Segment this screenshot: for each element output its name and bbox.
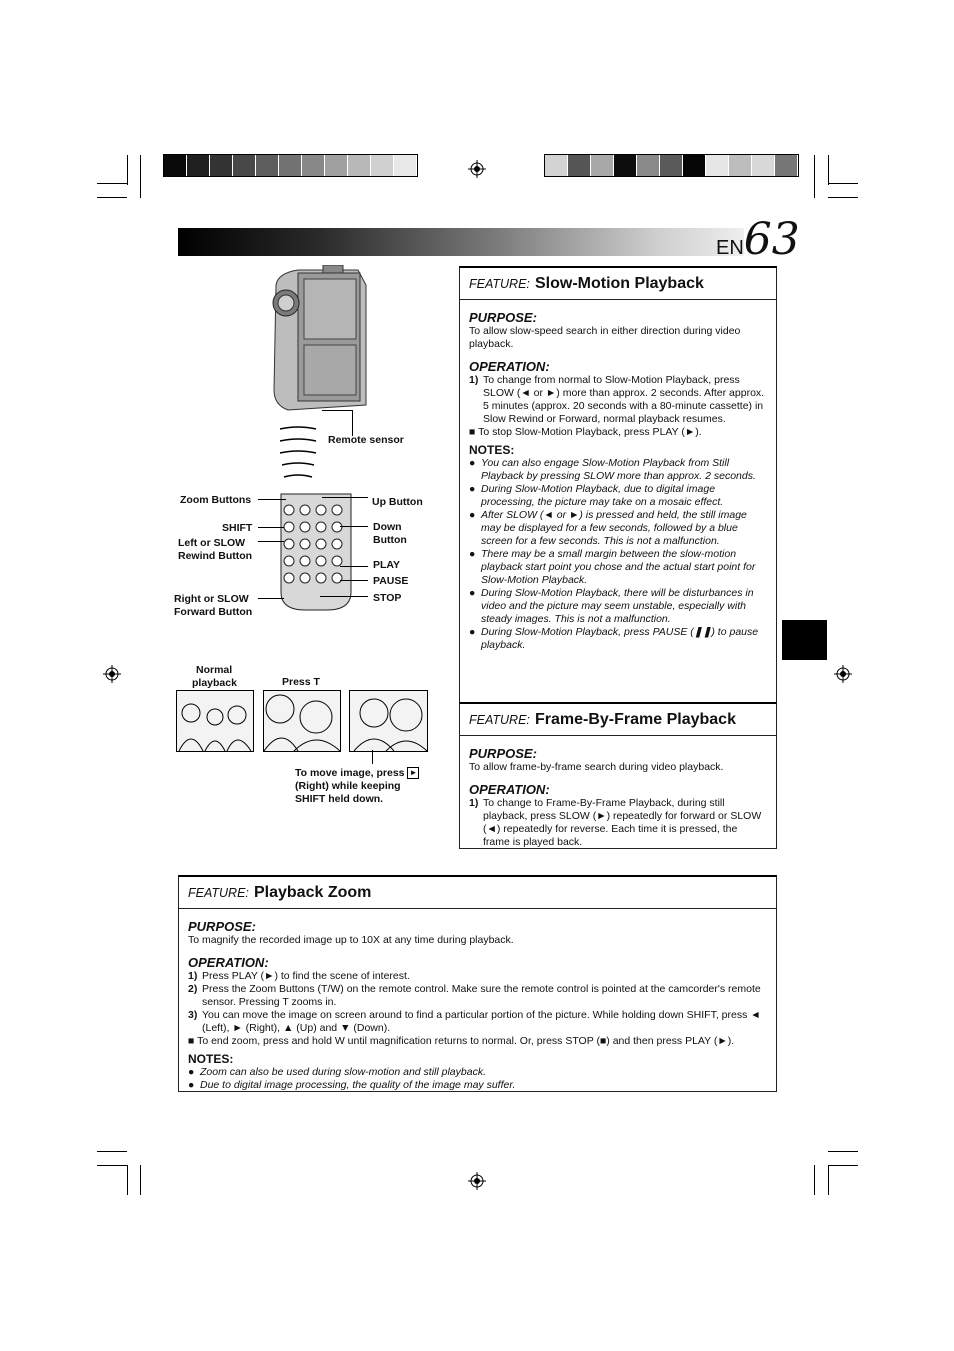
note-text: There may be a small margin between the slow-motion playback start point you chose and the actual start point for Slow-Motion Playback. xyxy=(481,548,756,586)
note-item xyxy=(469,626,767,652)
remote-control-illustration xyxy=(277,492,355,612)
step-number: 3) xyxy=(188,1009,198,1021)
step-text: You can move the image on screen around to find a particular portion of the picture. While holding down SHIFT, press ◄ (Left), ► (Right), ▲ (Up) and ▼ (Down). xyxy=(202,1009,761,1034)
label-move-2: (Right) while keeping xyxy=(295,780,401,792)
step-number: 2) xyxy=(188,983,198,995)
note-item xyxy=(188,1079,767,1092)
color-swatch xyxy=(371,155,394,176)
stop-note: ■ To stop Slow-Motion Playback, press PLAY (►). xyxy=(469,426,702,438)
label-normal-1: Normal xyxy=(196,664,233,676)
bullet-icon: ● xyxy=(469,483,476,495)
color-bar-right xyxy=(544,154,799,177)
color-swatch xyxy=(256,155,279,176)
note-item xyxy=(469,587,767,626)
color-swatch xyxy=(729,155,752,176)
section-tab xyxy=(782,620,827,660)
step-text: To change to Frame-By-Frame Playback, during still playback, press SLOW (►) repeatedly for forward or SLOW (◄) repeatedly for reverse. Each time it is pressed, the frame is played back. xyxy=(483,797,762,848)
step-text: Press PLAY (►) to find the scene of interest. xyxy=(202,970,410,982)
operation-label: OPERATION: xyxy=(188,955,269,970)
label-move-1: To move image, press ► xyxy=(295,767,419,780)
notes-label: NOTES: xyxy=(188,1052,234,1066)
label-zoom-buttons: Zoom Buttons xyxy=(180,494,252,506)
page-lang: EN xyxy=(716,237,744,259)
label-down-1: Down xyxy=(373,521,402,533)
color-swatch xyxy=(325,155,348,176)
feature-label: FEATURE: xyxy=(469,277,530,291)
purpose-label: PURPOSE: xyxy=(188,919,256,934)
label-right-slow-2: Forward Button xyxy=(174,606,253,618)
registration-mark-icon xyxy=(468,160,486,178)
step-text: Press the Zoom Buttons (T/W) on the remote control. Make sure the remote control is pointed at the camcorder's remote sensor. Pressing T zooms in. xyxy=(202,983,761,1008)
section-header xyxy=(460,704,776,736)
label-stop: STOP xyxy=(373,592,402,604)
label-play: PLAY xyxy=(373,559,401,571)
color-swatch xyxy=(302,155,325,176)
label-move-3: SHIFT held down. xyxy=(295,793,384,805)
header-gradient-bar xyxy=(178,228,744,256)
step-text: To change from normal to Slow-Motion Playback, press SLOW (◄ or ►) more than approx. 2 seconds. After approx. 5 minutes (approx. 20 seconds with a 80-minute cassette) in Slow Rewind or Forward, normal playback resumes. xyxy=(483,374,765,425)
section-header xyxy=(179,877,776,909)
registration-mark-icon xyxy=(834,665,852,683)
color-swatch xyxy=(568,155,591,176)
section-title: Slow-Motion Playback xyxy=(534,275,704,292)
purpose-text: To allow frame-by-frame search during video playback. xyxy=(469,761,724,773)
color-swatch xyxy=(752,155,775,176)
note-text: After SLOW (◄ or ►) is pressed and held, the still image may be displayed for a few seconds, followed by a blue screen for a few seconds. This is not a malfunction. xyxy=(481,509,747,547)
purpose-text: To allow slow-speed search in either direction during video playback. xyxy=(469,325,741,350)
notes-label: NOTES: xyxy=(469,443,515,457)
color-bar-left xyxy=(163,154,418,177)
color-swatch xyxy=(591,155,614,176)
bullet-icon: ● xyxy=(469,548,476,560)
feature-label: FEATURE: xyxy=(188,886,249,900)
purpose-label: PURPOSE: xyxy=(469,746,537,761)
bullet-icon: ● xyxy=(188,1066,195,1078)
note-text: You can also engage Slow-Motion Playback from Still Playback by pressing SLOW more than approx. 2 seconds. xyxy=(481,457,756,482)
ir-waves-icon xyxy=(278,425,318,485)
note-text: Zoom can also be used during slow-motion and still playback. xyxy=(200,1066,486,1078)
note-text: During Slow-Motion Playback, there will be disturbances in video and the picture may seem unstable, especially with steady images. This is not a malfunction. xyxy=(481,587,754,625)
frame-by-frame-section xyxy=(459,702,777,849)
bullet-icon: ● xyxy=(469,587,476,599)
color-swatch xyxy=(545,155,568,176)
registration-mark-icon xyxy=(103,665,121,683)
color-swatch xyxy=(187,155,210,176)
end-note: ■ To end zoom, press and hold W until magnification returns to normal. Or, press STOP (■) and then press PLAY (►). xyxy=(188,1035,735,1047)
section-header xyxy=(460,268,776,300)
color-swatch xyxy=(706,155,729,176)
bullet-icon: ● xyxy=(469,626,476,638)
operation-step xyxy=(469,374,767,426)
color-swatch xyxy=(210,155,233,176)
note-text: During Slow-Motion Playback, due to digital image processing, the picture may take on a mosaic effect. xyxy=(481,483,724,508)
color-swatch xyxy=(637,155,660,176)
operation-step xyxy=(188,1009,767,1035)
bullet-icon: ● xyxy=(469,457,476,469)
bullet-icon: ● xyxy=(188,1079,195,1091)
step-number: 1) xyxy=(469,797,479,809)
bullet-icon: ● xyxy=(469,509,476,521)
operation-step xyxy=(188,983,767,1009)
slow-motion-section xyxy=(459,266,777,703)
label-press-t: Press T xyxy=(282,676,320,688)
registration-mark-icon xyxy=(468,1172,486,1190)
camcorder-illustration xyxy=(268,265,368,415)
playback-zoom-section xyxy=(178,875,777,1092)
operation-step xyxy=(469,797,767,849)
operation-label: OPERATION: xyxy=(469,359,550,374)
label-normal-2: playback xyxy=(192,677,237,689)
note-item xyxy=(469,509,767,548)
label-remote-sensor: Remote sensor xyxy=(328,434,404,446)
purpose-label: PURPOSE: xyxy=(469,310,537,325)
color-swatch xyxy=(614,155,637,176)
thumbnail-moved xyxy=(349,690,428,752)
step-number: 1) xyxy=(469,374,479,386)
color-swatch xyxy=(775,155,798,176)
note-text: Due to digital image processing, the quality of the image may suffer. xyxy=(200,1079,516,1091)
label-shift: SHIFT xyxy=(222,522,253,534)
label-pause: PAUSE xyxy=(373,575,409,587)
color-swatch xyxy=(279,155,302,176)
color-swatch xyxy=(233,155,256,176)
page-number xyxy=(716,214,800,265)
thumbnail-zoomed xyxy=(263,690,341,752)
color-swatch xyxy=(660,155,683,176)
section-title: Frame-By-Frame Playback xyxy=(534,711,736,728)
operation-label: OPERATION: xyxy=(469,782,550,797)
thumbnail-normal-playback xyxy=(176,690,254,752)
note-item xyxy=(469,483,767,509)
label-left-slow-1: Left or SLOW xyxy=(178,537,246,549)
label-right-slow-1: Right or SLOW xyxy=(174,593,249,605)
right-arrow-icon: ► xyxy=(407,767,419,779)
feature-label: FEATURE: xyxy=(469,713,530,727)
label-up-button: Up Button xyxy=(372,496,423,508)
color-swatch xyxy=(164,155,187,176)
color-swatch xyxy=(683,155,706,176)
purpose-text: To magnify the recorded image up to 10X at any time during playback. xyxy=(188,934,514,946)
note-item xyxy=(469,457,767,483)
label-left-slow-2: Rewind Button xyxy=(178,550,253,562)
note-text: During Slow-Motion Playback, press PAUSE (❚❚) to pause playback. xyxy=(481,626,759,651)
page-number-value: 63 xyxy=(743,214,800,265)
note-item xyxy=(188,1066,767,1079)
note-item xyxy=(469,548,767,587)
color-swatch xyxy=(348,155,371,176)
label-down-2: Button xyxy=(373,534,407,546)
operation-step xyxy=(188,970,767,983)
color-swatch xyxy=(394,155,417,176)
step-number: 1) xyxy=(188,970,198,982)
section-title: Playback Zoom xyxy=(253,884,372,901)
